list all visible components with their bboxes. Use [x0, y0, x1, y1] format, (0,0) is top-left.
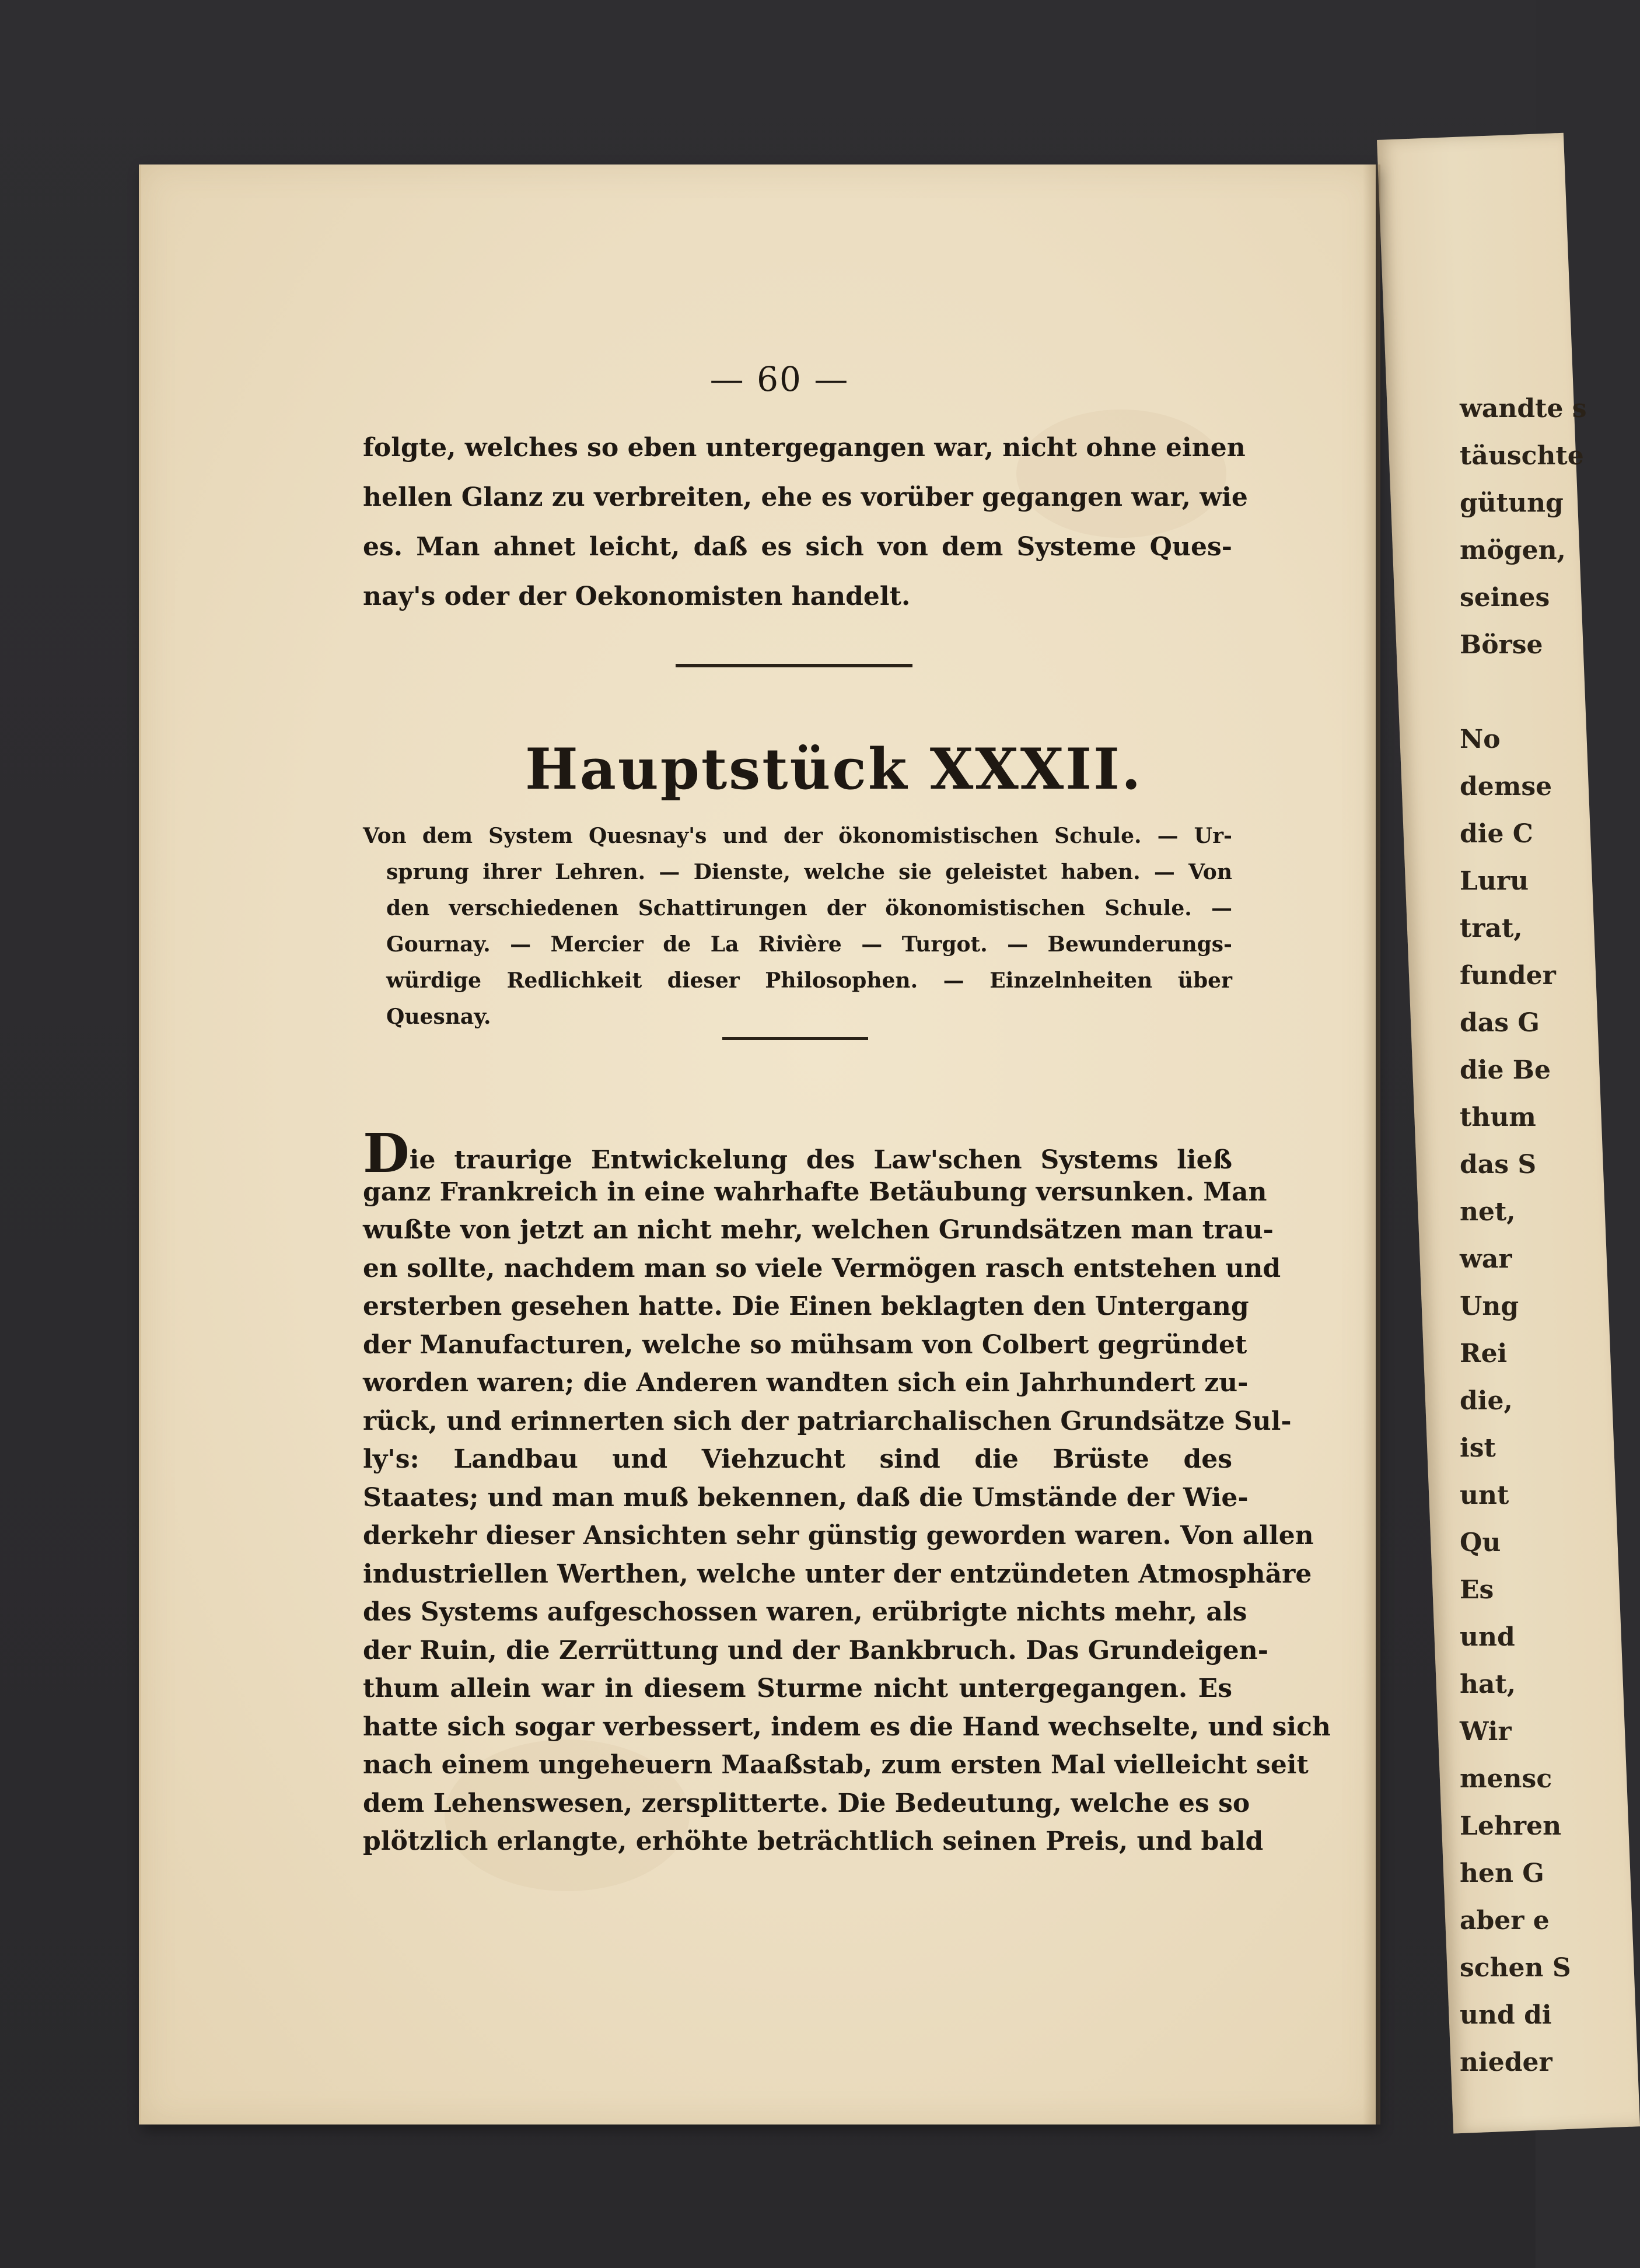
facing-line: No	[1460, 724, 1501, 754]
facing-line: hat,	[1460, 1670, 1516, 1699]
facing-line: Luru	[1460, 866, 1529, 896]
text-line: en sollte, nachdem man so viele Vermögen rasch entstehen und	[363, 1253, 1281, 1283]
summary-line: würdige Redlichkeit dieser Philosophen. — Einzelnheiten über	[386, 968, 1232, 993]
chapter-heading: Hauptstück XXXII.	[525, 736, 1143, 802]
facing-gap	[1460, 668, 1536, 716]
facing-line: schen S	[1460, 1953, 1571, 1983]
facing-line: Rei	[1460, 1339, 1508, 1368]
facing-line: Qu	[1460, 1528, 1501, 1558]
facing-line: Börse	[1460, 630, 1543, 660]
facing-line: und di	[1460, 2000, 1552, 2030]
page-gutter-shadow	[1363, 164, 1380, 2124]
facing-line: und	[1460, 1622, 1515, 1652]
text-line: worden waren; die Anderen wandten sich ein Jahrhundert zu-	[363, 1368, 1249, 1398]
text-line: industriellen Werthen, welche unter der entzündeten Atmosphäre	[363, 1559, 1312, 1589]
facing-line: funder	[1460, 961, 1556, 991]
chapter-summary	[363, 818, 1232, 1035]
facing-line: nieder	[1460, 2048, 1552, 2077]
facing-line: täuschte	[1460, 441, 1584, 471]
facing-line: Ung	[1460, 1292, 1519, 1321]
facing-line: aber e	[1460, 1906, 1550, 1936]
text-line: thum allein war in diesem Sturme nicht untergegangen. Es	[363, 1674, 1232, 1703]
summary-line: Von dem System Quesnay's und der ökonomistischen Schule. — Ur-	[363, 824, 1232, 848]
text-line: es. Man ahnet leicht, daß es sich von dem Systeme Ques-	[363, 532, 1232, 562]
facing-page-text	[1460, 385, 1587, 2086]
facing-line: die C	[1460, 819, 1533, 849]
text-line: ly's: Landbau und Viehzucht sind die Brüste des	[363, 1444, 1232, 1474]
facing-line: unt	[1460, 1480, 1509, 1510]
section-divider	[676, 664, 912, 667]
summary-line: Gournay. — Mercier de La Rivière — Turgot. — Bewunderungs-	[386, 932, 1232, 957]
facing-line: Es	[1460, 1575, 1494, 1605]
text-line: hatte sich sogar verbessert, indem es die Hand wechselte, und sich	[363, 1712, 1331, 1742]
facing-line: mögen,	[1460, 536, 1566, 565]
text-line: ersterben gesehen hatte. Die Einen beklagten den Untergang	[363, 1292, 1249, 1321]
text-line: plötzlich erlangte, erhöhte beträchtlich seinen Preis, und bald	[363, 1826, 1264, 1856]
text-line: hellen Glanz zu verbreiten, ehe es vorüber gegangen war, wie	[363, 482, 1248, 512]
text-line: folgte, welches so eben untergegangen war, nicht ohne einen	[363, 433, 1246, 463]
facing-line: wandte s	[1460, 394, 1587, 424]
text-line: ganz Frankreich in eine wahrhafte Betäubung versunken. Man	[363, 1177, 1267, 1207]
facing-line: das S	[1460, 1150, 1537, 1180]
summary-line: den verschiedenen Schattirungen der ökonomistischen Schule. —	[386, 896, 1232, 921]
text-line: des Systems aufgeschossen waren, erübrigte nichts mehr, als	[363, 1597, 1247, 1627]
text-line-first	[363, 1122, 1232, 1185]
summary-line: Quesnay.	[386, 1005, 491, 1029]
facing-line: gütung	[1460, 488, 1564, 518]
intro-paragraph	[363, 423, 1248, 621]
text-line: wußte von jetzt an nicht mehr, welchen Grundsätzen man trau-	[363, 1215, 1274, 1245]
summary-line: sprung ihrer Lehren. — Dienste, welche sie geleistet haben. — Von	[386, 860, 1232, 884]
summary-divider	[722, 1037, 868, 1040]
facing-line: das G	[1460, 1008, 1540, 1038]
text-line: nach einem ungeheuern Maaßstab, zum ersten Mal vielleicht seit	[363, 1750, 1309, 1780]
facing-line: trat,	[1460, 914, 1523, 943]
text-line: der Manufacturen, welche so mühsam von Colbert gegründet	[363, 1329, 1247, 1360]
facing-line: Wir	[1460, 1717, 1512, 1746]
facing-line: die Be	[1460, 1055, 1551, 1085]
facing-line: thum	[1460, 1102, 1536, 1132]
body-paragraph	[363, 1122, 1331, 1861]
facing-line: war	[1460, 1244, 1512, 1274]
facing-line: net,	[1460, 1197, 1516, 1227]
text-line: nay's oder der Oekonomisten handelt.	[363, 582, 911, 611]
facing-line: Lehren	[1460, 1811, 1562, 1841]
page-number: — 60 —	[709, 359, 849, 399]
text-line: Staates; und man muß bekennen, daß die Umstände der Wie-	[363, 1482, 1249, 1513]
text-line: dem Lehenswesen, zersplitterte. Die Bedeutung, welche es so	[363, 1788, 1250, 1818]
text-line: derkehr dieser Ansichten sehr günstig geworden waren. Von allen	[363, 1521, 1314, 1550]
drop-cap: D	[363, 1122, 410, 1185]
facing-line: mensc	[1460, 1764, 1552, 1794]
facing-line: die,	[1460, 1386, 1513, 1416]
first-line-text: ie traurige Entwickelung des Law'schen Systems ließ	[409, 1145, 1232, 1175]
facing-line: seines	[1460, 583, 1550, 612]
text-line: der Ruin, die Zerrüttung und der Bankbruch. Das Grundeigen-	[363, 1635, 1268, 1665]
facing-line: ist	[1460, 1433, 1496, 1463]
facing-line: hen G	[1460, 1859, 1544, 1888]
text-line: rück, und erinnerten sich der patriarchalischen Grundsätze Sul-	[363, 1406, 1292, 1436]
facing-line: demse	[1460, 772, 1552, 802]
